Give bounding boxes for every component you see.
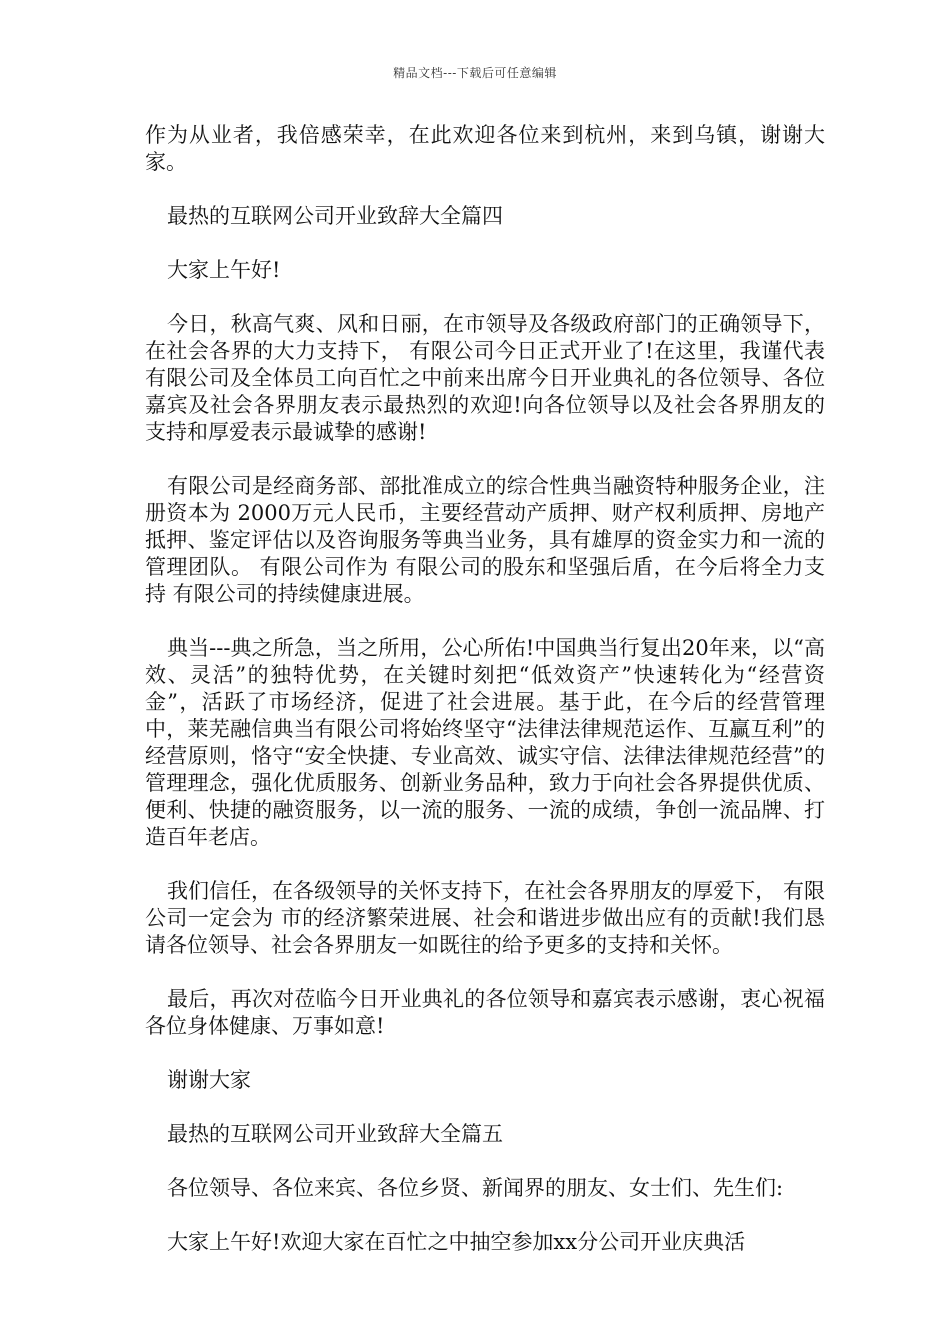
- greeting: 大家上午好!: [167, 258, 281, 282]
- paragraph-pawn-business: 典当---典之所急，当之所用，公心所佑!中国典当行复出20年来，以“高效、灵活”的独特优势，在关键时刻把“低效资产”快速转化为“经营资金”，活跃了市场经济，促进了社会进展。基于此，在今后的经营管理中，莱芜融信典当有限公司将始终坚守“法律法律规范运作、互赢互利”的经营原则，恪守“安全快捷、专业高效、诚实守信、法律法律规范经营”的管理理念，强化优质服务、创新业务品种，致力于向社会各界提供优质、便利、快捷的融资服务，以一流的服务、一流的成绩，争创一流品牌、打造百年老店。: [145, 636, 825, 849]
- document-body: [145, 122, 825, 1283]
- salutation: 各位领导、各位来宾、各位乡贤、新闻界的朋友、女士们、先生们:: [167, 1176, 784, 1200]
- paragraph-welcome: 大家上午好!欢迎大家在百忙之中抽空参加xx分公司开业庆典活: [167, 1230, 746, 1254]
- paragraph-thanks: 最后，再次对莅临今日开业典礼的各位领导和嘉宾表示感谢，衷心祝福各位身体健康、万事如意!: [145, 987, 825, 1038]
- section-heading-5: 最热的互联网公司开业致辞大全篇五: [167, 1122, 503, 1146]
- page-header: 精品文档---下载后可任意编辑: [393, 66, 557, 80]
- paragraph-opening: 今日，秋高气爽、风和日丽，在市领导及各级政府部门的正确领导下，在社会各界的大力支持下， 有限公司今日正式开业了!在这里，我谨代表 有限公司及全体员工向百忙之中前来出席今日开业典礼的各位领导、各位嘉宾及社会各界朋友表示最热烈的欢迎!向各位领导以及社会各界朋友的支持和厚爱表示最诚挚的感谢!: [145, 312, 825, 444]
- section-heading-4: 最热的互联网公司开业致辞大全篇四: [167, 204, 503, 228]
- paragraph-closing-line: 作为从业者，我倍感荣幸，在此欢迎各位来到杭州，来到乌镇，谢谢大家。: [145, 123, 825, 174]
- closing-thanks: 谢谢大家: [167, 1068, 251, 1092]
- paragraph-trust: 我们信任，在各级领导的关怀支持下，在社会各界朋友的厚爱下， 有限公司一定会为 市的经济繁荣进展、社会和谐进步做出应有的贡献!我们恳请各位领导、社会各界朋友一如既往的给予更多的支持和关怀。: [145, 879, 825, 957]
- paragraph-company-intro: 有限公司是经商务部、部批准成立的综合性典当融资特种服务企业，注册资本为 2000万元人民币，主要经营动产质押、财产权利质押、房地产抵押、鉴定评估以及咨询服务等典当业务，具有雄厚的资金实力和一流的管理团队。 有限公司作为 有限公司的股东和坚强后盾，在今后将全力支持 有限公司的持续健康进展。: [145, 474, 825, 606]
